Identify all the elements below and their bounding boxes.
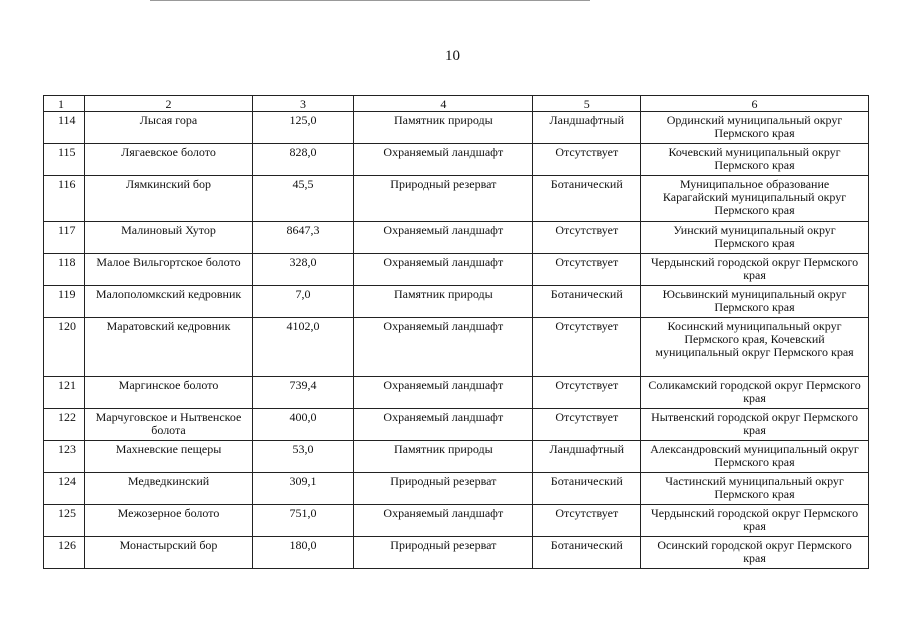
area-name-cell: Малиновый Хутор	[85, 222, 253, 254]
location-cell: Косинский муниципальный округ Пермского края, Кочевский муниципальный округ Пермского края	[641, 318, 869, 377]
table-row	[44, 286, 869, 318]
category-cell: Охраняемый ландшафт	[354, 254, 533, 286]
profile-cell: Отсутствует	[533, 377, 641, 409]
category-cell: Охраняемый ландшафт	[354, 505, 533, 537]
row-number-cell: 115	[44, 144, 85, 176]
column-header-5: 5	[533, 96, 641, 112]
table-row	[44, 112, 869, 144]
profile-cell: Ботанический	[533, 286, 641, 318]
category-cell: Охраняемый ландшафт	[354, 144, 533, 176]
category-cell: Природный резерват	[354, 176, 533, 222]
row-number-cell: 117	[44, 222, 85, 254]
category-cell: Природный резерват	[354, 473, 533, 505]
location-cell: Кочевский муниципальный округ Пермского края	[641, 144, 869, 176]
table-row	[44, 505, 869, 537]
category-cell: Охраняемый ландшафт	[354, 318, 533, 377]
table-row	[44, 441, 869, 473]
location-cell: Частинский муниципальный округ Пермского края	[641, 473, 869, 505]
category-cell: Памятник природы	[354, 441, 533, 473]
category-cell: Памятник природы	[354, 286, 533, 318]
profile-cell: Отсутствует	[533, 318, 641, 377]
row-number-cell: 120	[44, 318, 85, 377]
row-number-cell: 122	[44, 409, 85, 441]
row-number-cell: 121	[44, 377, 85, 409]
row-number-cell: 124	[44, 473, 85, 505]
row-number-cell: 123	[44, 441, 85, 473]
profile-cell: Ботанический	[533, 473, 641, 505]
area-name-cell: Медведкинский	[85, 473, 253, 505]
location-cell: Соликамский городской округ Пермского края	[641, 377, 869, 409]
area-name-cell: Лягаевское болото	[85, 144, 253, 176]
area-size-cell: 4102,0	[252, 318, 353, 377]
location-cell: Ординский муниципальный округ Пермского края	[641, 112, 869, 144]
area-name-cell: Лямкинский бор	[85, 176, 253, 222]
category-cell: Охраняемый ландшафт	[354, 409, 533, 441]
profile-cell: Отсутствует	[533, 144, 641, 176]
area-name-cell: Малое Вильгортское болото	[85, 254, 253, 286]
area-name-cell: Маргинское болото	[85, 377, 253, 409]
column-header-3: 3	[252, 96, 353, 112]
profile-cell: Отсутствует	[533, 409, 641, 441]
profile-cell: Ботанический	[533, 537, 641, 569]
profile-cell: Отсутствует	[533, 222, 641, 254]
row-number-cell: 119	[44, 286, 85, 318]
table-row	[44, 409, 869, 441]
area-size-cell: 53,0	[252, 441, 353, 473]
location-cell: Уинский муниципальный округ Пермского края	[641, 222, 869, 254]
area-size-cell: 45,5	[252, 176, 353, 222]
area-name-cell: Малополомкский кедровник	[85, 286, 253, 318]
category-cell: Природный резерват	[354, 537, 533, 569]
area-name-cell: Марчуговское и Нытвенское болота	[85, 409, 253, 441]
location-cell: Александровский муниципальный округ Пермского края	[641, 441, 869, 473]
table-body	[44, 96, 869, 569]
category-cell: Охраняемый ландшафт	[354, 377, 533, 409]
column-header-4: 4	[354, 96, 533, 112]
column-header-2: 2	[85, 96, 253, 112]
column-header-1: 1	[44, 96, 85, 112]
area-size-cell: 828,0	[252, 144, 353, 176]
area-size-cell: 125,0	[252, 112, 353, 144]
category-cell: Охраняемый ландшафт	[354, 222, 533, 254]
row-number-cell: 126	[44, 537, 85, 569]
location-cell: Муниципальное образование Карагайский муниципальный округ Пермского края	[641, 176, 869, 222]
table-row	[44, 254, 869, 286]
table-header-row	[44, 96, 869, 112]
area-size-cell: 751,0	[252, 505, 353, 537]
table-row	[44, 537, 869, 569]
row-number-cell: 114	[44, 112, 85, 144]
area-size-cell: 8647,3	[252, 222, 353, 254]
profile-cell: Отсутствует	[533, 505, 641, 537]
area-name-cell: Межозерное болото	[85, 505, 253, 537]
table-row	[44, 176, 869, 222]
category-cell: Памятник природы	[354, 112, 533, 144]
location-cell: Нытвенский городской округ Пермского края	[641, 409, 869, 441]
table-row	[44, 144, 869, 176]
location-cell: Осинский городской округ Пермского края	[641, 537, 869, 569]
profile-cell: Ботанический	[533, 176, 641, 222]
area-size-cell: 328,0	[252, 254, 353, 286]
profile-cell: Отсутствует	[533, 254, 641, 286]
table-row	[44, 318, 869, 377]
scan-artifact-top	[150, 0, 590, 1]
area-name-cell: Махневские пещеры	[85, 441, 253, 473]
profile-cell: Ландшафтный	[533, 112, 641, 144]
table-row	[44, 473, 869, 505]
row-number-cell: 116	[44, 176, 85, 222]
area-name-cell: Маратовский кедровник	[85, 318, 253, 377]
protected-areas-table	[43, 95, 869, 569]
profile-cell: Ландшафтный	[533, 441, 641, 473]
area-name-cell: Монастырский бор	[85, 537, 253, 569]
area-size-cell: 400,0	[252, 409, 353, 441]
location-cell: Чердынский городской округ Пермского края	[641, 254, 869, 286]
row-number-cell: 118	[44, 254, 85, 286]
area-size-cell: 739,4	[252, 377, 353, 409]
location-cell: Юсьвинский муниципальный округ Пермского края	[641, 286, 869, 318]
row-number-cell: 125	[44, 505, 85, 537]
area-size-cell: 309,1	[252, 473, 353, 505]
table-row	[44, 377, 869, 409]
location-cell: Чердынский городской округ Пермского края	[641, 505, 869, 537]
column-header-6: 6	[641, 96, 869, 112]
area-size-cell: 7,0	[252, 286, 353, 318]
area-name-cell: Лысая гора	[85, 112, 253, 144]
area-size-cell: 180,0	[252, 537, 353, 569]
table-row	[44, 222, 869, 254]
page-number: 10	[445, 48, 460, 64]
